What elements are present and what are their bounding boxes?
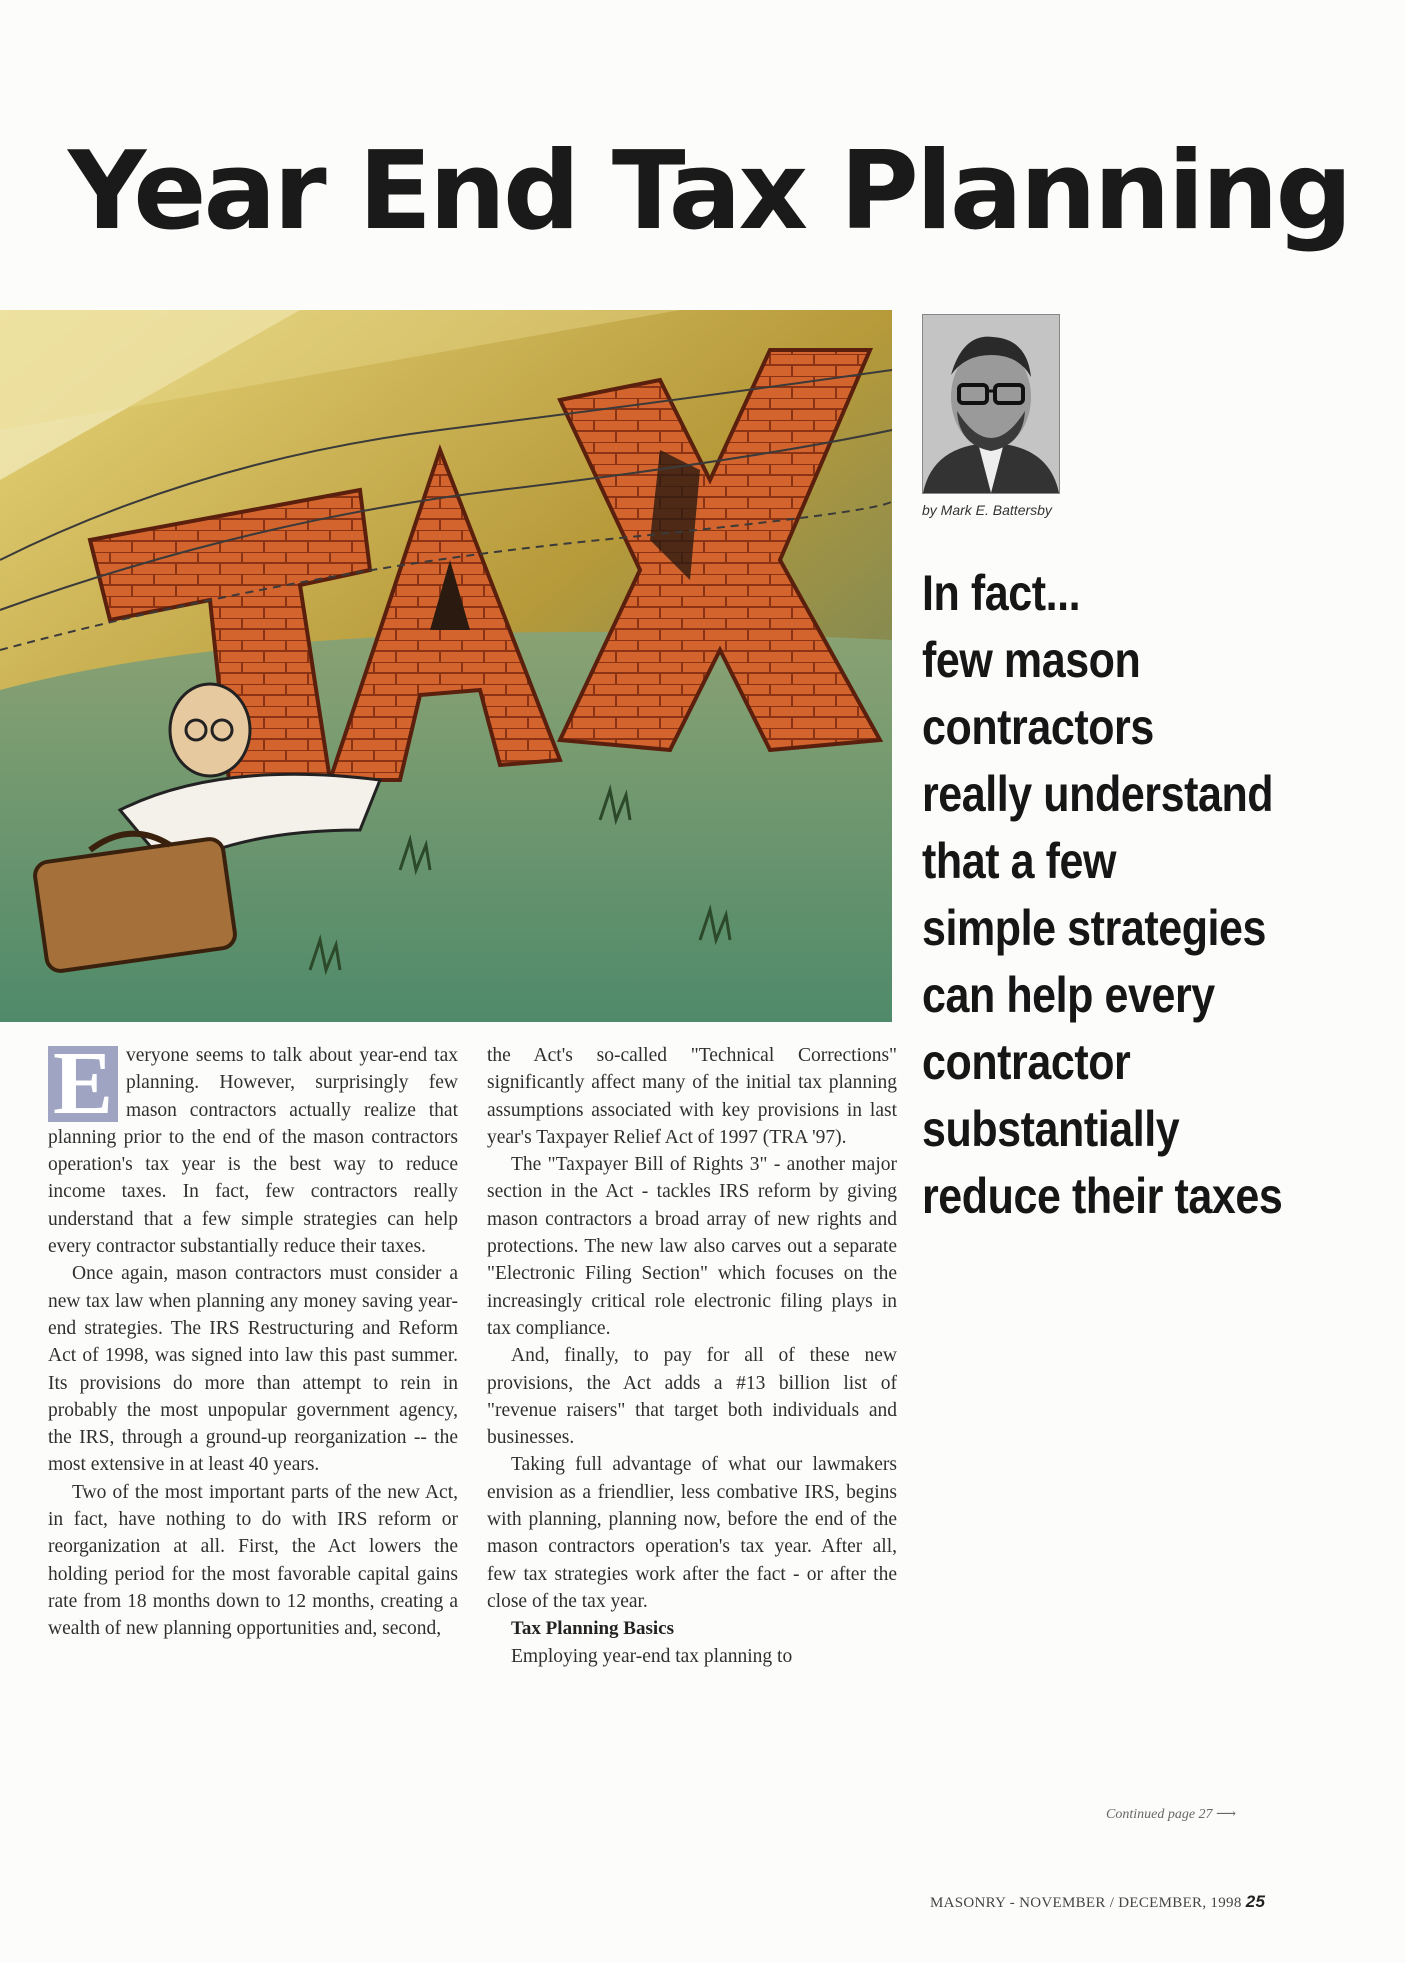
paragraph-text: veryone seems to talk about year-end tax planning. However, surprisingly few mason contractors actually realize that planning prior to the end of the mason contractors operation's tax year is the best way to reduce income taxes. In fact, few contractors really understand that a few simple strategies can help every contractor substantially reduce their taxes.	[48, 1045, 458, 1258]
article-column-2	[487, 1042, 897, 1670]
pull-quote-line: In fact...	[922, 565, 1081, 621]
paragraph: Two of the most important parts of the new Act, in fact, have nothing to do with IRS reform or reorganization at all. First, the Act lowers the holding period for the most favorable capital gains rate from 18 months down to 12 months, creating a wealth of new planning opportunities and, second,	[48, 1481, 458, 1640]
pull-quote-line: substantially	[922, 1101, 1180, 1157]
arrow-icon: ⟶	[1216, 1807, 1237, 1822]
pull-quote-line: really understand	[922, 766, 1274, 822]
pull-quote-line: contractor	[922, 1034, 1131, 1090]
paragraph: Employing year-end tax planning to	[511, 1645, 793, 1667]
pull-quote-line: that a few	[922, 833, 1117, 889]
tax-wall-drawing	[0, 310, 892, 1022]
continued-note	[1106, 1806, 1236, 1823]
drop-cap: E	[48, 1046, 118, 1122]
page-title: Year End Tax Planning	[68, 129, 1350, 254]
pull-quote-line: reduce their taxes	[922, 1168, 1283, 1224]
pull-quote	[922, 560, 1318, 1230]
tax-illustration	[0, 310, 892, 1022]
paragraph: The "Taxpayer Bill of Rights 3" - another major section in the Act - tackles IRS reform by giving mason contractors a broad array of new rights and protections. The new law also carves out a separate "Electronic Filing Section" which focuses on the increasingly critical role electronic filing plays in tax compliance.	[487, 1154, 897, 1339]
author-byline: by Mark E. Battersby	[922, 502, 1052, 518]
paragraph: Taking full advantage of what our lawmakers envision as a friendlier, less combative IRS, begins with planning, planning now, before the end of the mason contractors operation's tax year. After all, few tax strategies work after the fact - or after the close of the tax year.	[487, 1454, 897, 1612]
page-number: 25	[1245, 1892, 1266, 1911]
author-portrait-drawing	[923, 315, 1059, 493]
paragraph	[48, 1034, 458, 1260]
article-column-1	[48, 1034, 458, 1643]
paragraph: Once again, mason contractors must consider a new tax law when planning any money saving year-end strategies. The IRS Restructuring and Reform Act of 1998, was signed into law this past summer. Its provisions do more than attempt to rein in probably the most unpopular government agency, the IRS, through a ground-up reorganization -- the most extensive in at least 40 years.	[48, 1263, 458, 1476]
continued-text: Continued page 27	[1106, 1807, 1213, 1822]
footer-publication: MASONRY - NOVEMBER / DECEMBER, 1998	[930, 1895, 1242, 1911]
pull-quote-line: contractors	[922, 699, 1154, 755]
author-photo	[922, 314, 1060, 494]
pull-quote-line: simple strategies	[922, 900, 1267, 956]
page-footer	[930, 1892, 1265, 1912]
paragraph: And, finally, to pay for all of these new provisions, the Act adds a #13 billion list of "revenue raisers" that target both individuals and businesses.	[487, 1345, 897, 1449]
pull-quote-line: can help every	[922, 967, 1215, 1023]
pull-quote-line: few mason	[922, 632, 1141, 688]
paragraph: the Act's so-called "Technical Corrections" significantly affect many of the initial tax planning assumptions associated with key provisions in last year's Taxpayer Relief Act of 1997 (TRA '97).	[487, 1045, 897, 1148]
section-heading: Tax Planning Basics	[511, 1618, 674, 1640]
